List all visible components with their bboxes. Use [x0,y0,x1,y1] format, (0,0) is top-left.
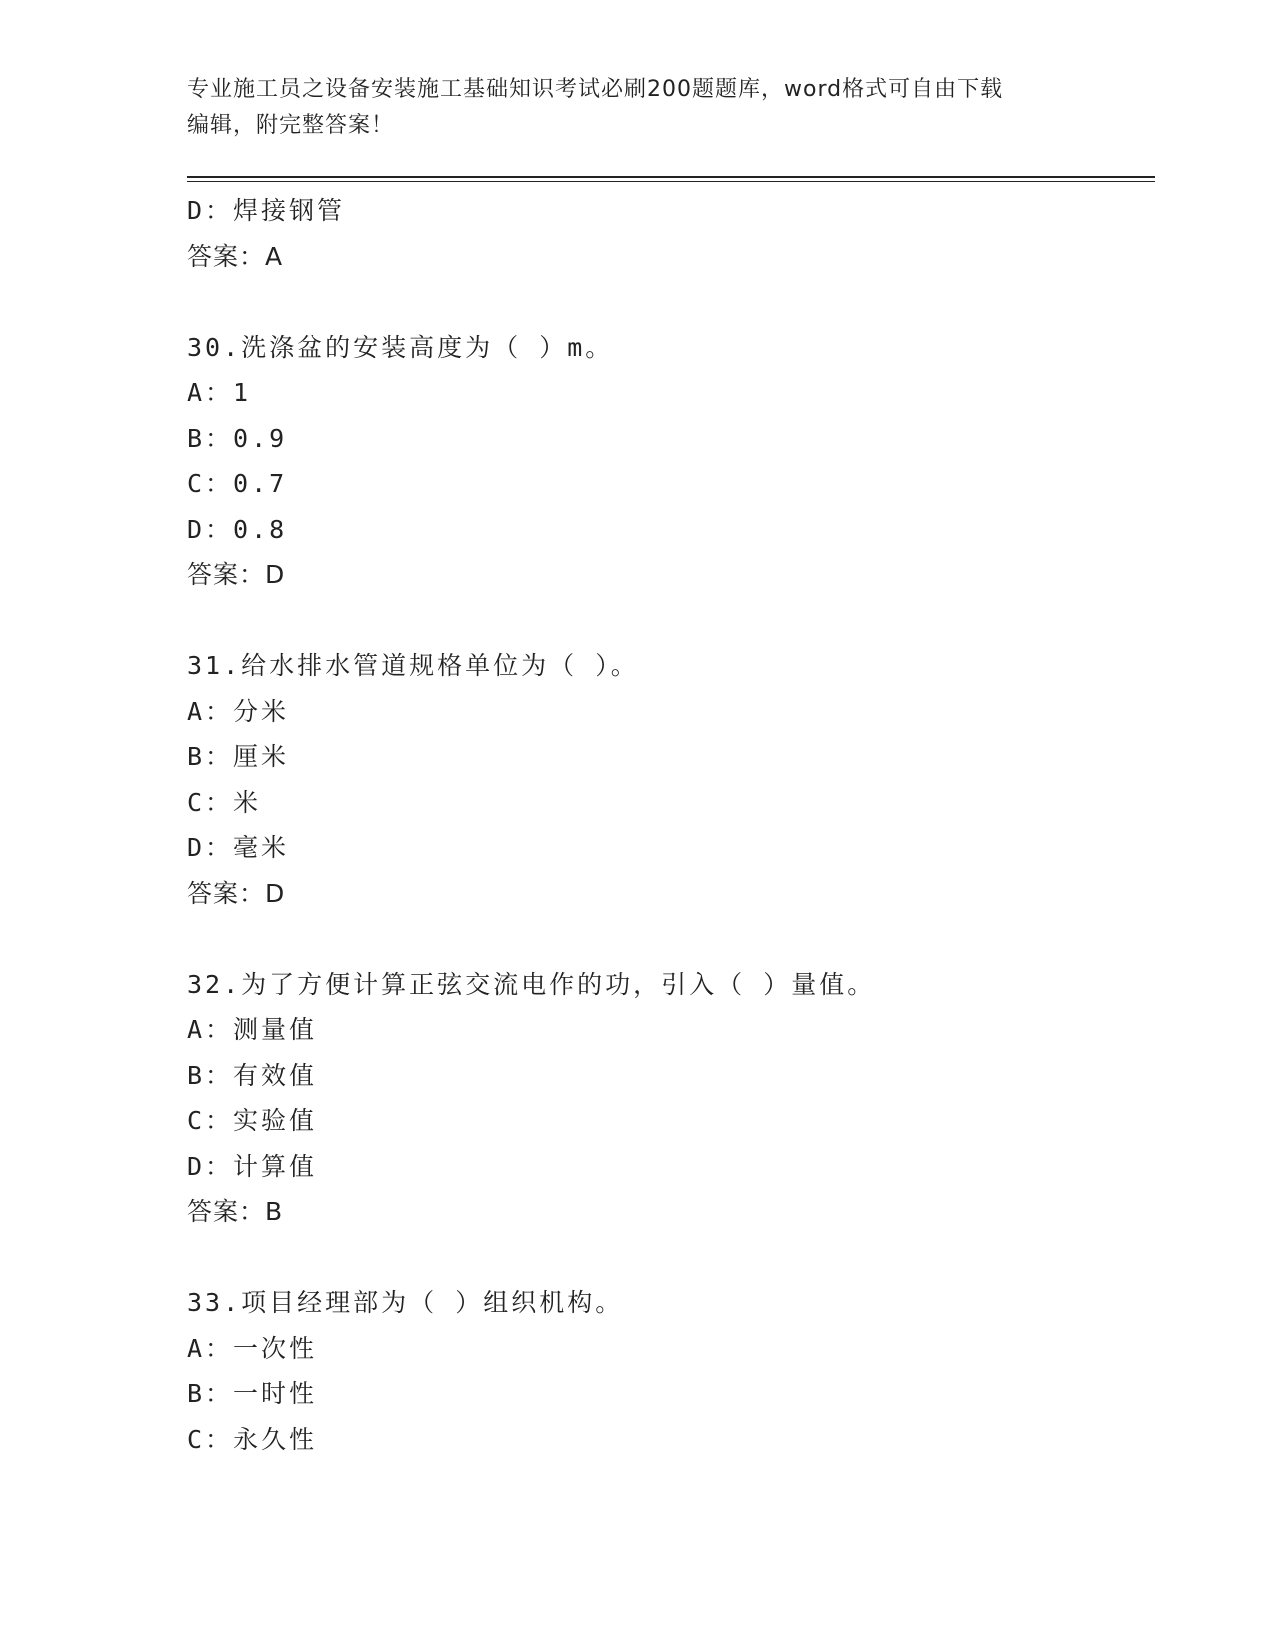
option-c: C：实验值 [187,1106,318,1135]
option-d: D：计算值 [187,1151,318,1181]
question-block-31 [187,643,1147,916]
question-block-33 [187,1280,1147,1462]
header-divider-thick [187,176,1155,178]
answer-line: 答案：B [187,1197,284,1226]
option-b: B：厘米 [187,742,290,771]
question-list [187,188,1147,1462]
spacer [187,279,1147,325]
option-b: B：有效值 [187,1060,318,1090]
question-stem: 33.项目经理部为（ ）组织机构。 [187,1288,624,1317]
question-block-29-tail [187,188,1147,279]
header-title-line-2: 编辑，附完整答案！ [187,113,395,138]
header-divider-thin [187,181,1155,182]
option-a: A：1 [187,378,252,407]
option-c: C：米 [187,787,262,817]
option-d: D：毫米 [187,833,290,862]
header-title-line-1: 专业施工员之设备安装施工基础知识考试必刷200题题库，word格式可自由下载 [187,77,1004,102]
option-a: A：分米 [187,696,290,726]
question-stem: 31.给水排水管道规格单位为（ ）。 [187,651,639,680]
spacer [187,916,1147,962]
option-a: A：一次性 [187,1333,318,1363]
spacer [187,598,1147,644]
question-stem: 32.为了方便计算正弦交流电作的功，引入（ ）量值。 [187,969,876,999]
spacer [187,1235,1147,1281]
option-b: B：一时性 [187,1379,318,1408]
answer-line: 答案：D [187,878,286,908]
answer-line: 答案：A [187,241,284,271]
answer-line: 答案：D [187,560,286,589]
option-c: C：永久性 [187,1424,318,1454]
option-c: C：0.7 [187,469,288,498]
option-b: B：0.9 [187,423,288,453]
question-block-32 [187,962,1147,1235]
option-d: D：焊接钢管 [187,196,346,225]
document-header [187,72,1067,144]
question-stem: 30.洗涤盆的安装高度为（ ）m。 [187,332,614,362]
question-block-30 [187,325,1147,598]
option-a: A：测量值 [187,1015,318,1044]
option-d: D：0.8 [187,514,288,544]
